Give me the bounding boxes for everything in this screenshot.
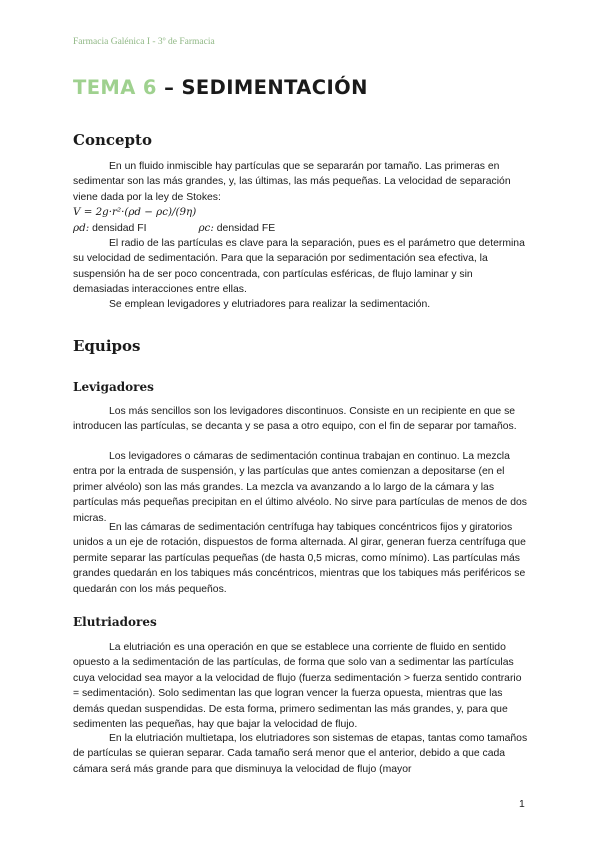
title-dash: – (164, 76, 175, 99)
levigadores-paragraph-3: En las cámaras de sedimentación centrífuga hay tabiques concéntricos fijos y giratorios unidos a un eje de rotación, dispuestos de forma alternada. Al girar, generan fuerza centrífuga que permite separar las partículas pequeñas (de hasta 0,5 micras, como mínimo). Las partículas más grandes quedarán en los tabiques más concéntricos, mientras que los tabiques más periféricos se quedarán con los más pequeños. (73, 522, 526, 595)
page-number: 1 (519, 799, 525, 810)
heading-concepto: Concepto (73, 131, 152, 149)
legend-fi-symbol: ρd: (73, 222, 90, 234)
concepto-paragraph-1: En un fluido inmiscible hay partículas que se separarán por tamaño. Las primeras en sedimentar son las más grandes, y, las últimas, las más pequeñas. La velocidad de separación viene dada por la ley de Stokes: (73, 161, 511, 203)
chapter-name: SEDIMENTACIÓN (181, 76, 368, 99)
density-legend (73, 222, 275, 234)
levigadores-paragraph-2: Los levigadores o cámaras de sedimentación continua trabajan en continuo. La mezcla entra por la entrada de suspensión, y las partículas que antes comienzan a depositarse (en el primer alvéolo) son las más grandes. La mezcla va avanzando a lo largo de la cámara y las partículas más pequeñas precipitan en el último alvéolo. No sirve para partículas de menos de dos micras. (73, 451, 527, 524)
heading-equipos: Equipos (73, 337, 141, 355)
heading-elutriadores: Elutriadores (73, 615, 157, 629)
running-header: Farmacia Galénica I - 3º de Farmacia (73, 37, 215, 47)
chapter-title (73, 76, 368, 99)
legend-fe-text: densidad FE (213, 223, 276, 234)
legend-fi-text: densidad FI (89, 223, 147, 234)
legend-fe-symbol: ρc: (198, 222, 214, 234)
concepto-paragraph-3: Se emplean levigadores y elutriadores para realizar la sedimentación. (109, 299, 431, 310)
heading-levigadores: Levigadores (73, 380, 154, 394)
concepto-paragraph-2: El radio de las partículas es clave para la separación, pues es el parámetro que determina su velocidad de sedimentación. Para que la separación por sedimentación sea efectiva, la suspensión ha de ser poco concentrada, con partículas esféricas, de flujo laminar y sin demasiadas interacciones entre ellas. (73, 238, 525, 296)
stokes-equation: V = 2g·r²·(ρd − ρc)/(9η) (73, 206, 197, 218)
elutriadores-paragraph-2: En la elutriación multietapa, los elutriadores son sistemas de etapas, tantas como tamaños de partículas se quieran separar. Cada tamaño será menor que el anterior, debido a que cada cámara será más grande para que disminuya la velocidad de flujo (mayor (73, 733, 528, 775)
chapter-number: TEMA 6 (73, 76, 157, 99)
elutriadores-paragraph-1: La elutriación es una operación en que se establece una corriente de fluido en sentido opuesto a la sedimentación de las partículas, de forma que solo van a sedimentar las partículas cuya velocidad sea mayor a la velocidad de flujo (fuerza sedimentación > fuerza sentido contrario = sedimentación). Solo sedimentan las que logran vencer la fuerza opuesta, mientras que las demás quedan suspendidas. De esta forma, primero sedimentan las más grandes, y, para que sedimenten las pequeñas, hay que bajar la velocidad de flujo. (73, 642, 522, 731)
levigadores-paragraph-1: Los más sencillos son los levigadores discontinuos. Consiste en un recipiente en que se introducen las partículas, se decanta y se pasa a otro equipo, con el fin de separar por tamaños. (73, 406, 517, 433)
